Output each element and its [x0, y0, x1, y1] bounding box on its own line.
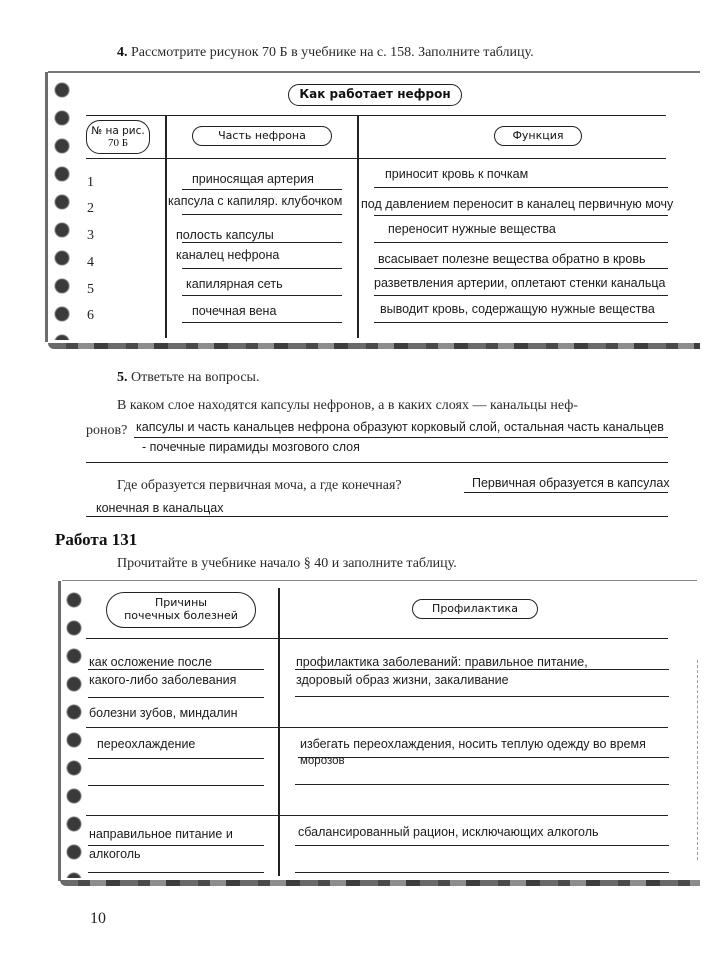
frame-bottom-edge [48, 343, 700, 349]
answer-line [374, 322, 668, 323]
table-col-divider-1 [165, 115, 167, 338]
answer-line [88, 872, 264, 873]
table-col-divider [278, 588, 280, 876]
prevention-cell[interactable]: профилактика заболеваний: правильное питание, [296, 655, 588, 669]
table-header-rule [86, 158, 666, 159]
answer-line [295, 696, 669, 697]
row-number: 3 [87, 228, 94, 243]
answer-line [374, 215, 668, 216]
function-cell[interactable]: разветвления артерии, оплетают стенки канальца [374, 276, 666, 290]
row-divider [86, 727, 668, 728]
nephron-table-title: Как работает нефрон [288, 84, 462, 106]
question-1-line2: ронов? [86, 423, 128, 438]
function-cell[interactable]: приносит кровь к почкам [385, 167, 529, 181]
frame-left-edge [45, 72, 48, 342]
header-causes [106, 592, 256, 628]
function-cell[interactable]: всасывает полезне вещества обратно в кровь [378, 252, 646, 266]
answer-line [182, 295, 342, 296]
header-prevention: Профилактика [412, 599, 538, 619]
function-cell[interactable]: переносит нужные вещества [388, 222, 556, 236]
header-figure-number-line1: № на рис. [91, 124, 145, 137]
frame-top-edge [62, 580, 697, 581]
frame-bottom-edge [60, 880, 700, 886]
header-causes-line1: Причины [155, 596, 207, 610]
answer-line [88, 785, 264, 786]
answer-line [88, 669, 264, 670]
answer-1-line2[interactable]: - почечные пирамиды мозгового слоя [142, 440, 360, 454]
row-number: 1 [87, 175, 94, 190]
cause-cell[interactable]: как осложение после [89, 655, 212, 669]
task5-instruction-text: Ответьте на вопросы. [131, 370, 260, 385]
header-figure-number [86, 120, 150, 154]
answer-line [295, 784, 669, 785]
answer-line [86, 516, 668, 517]
answer-line [374, 268, 668, 269]
frame-top-edge [48, 71, 700, 73]
function-cell[interactable]: под давлением переносит в каналец первичную мочу [361, 197, 674, 211]
task5-number: 5. [117, 370, 128, 385]
spiral-binding-icon [62, 586, 84, 878]
question-2: Где образуется первичная моча, а где конечная? [117, 478, 402, 493]
answer-line [374, 187, 668, 188]
answer-line [86, 462, 668, 463]
answer-line [298, 757, 669, 758]
frame-right-edge [697, 660, 698, 860]
answer-line [182, 268, 342, 269]
answer-line [182, 242, 342, 243]
prevention-cell[interactable]: здоровый образ жизни, закаливание [296, 673, 509, 687]
answer-line [182, 189, 342, 190]
nephron-part-cell[interactable]: капсула с капиляр. клубочком [168, 194, 343, 208]
cause-cell[interactable]: переохлаждение [97, 737, 196, 751]
frame-left-edge [58, 581, 61, 881]
answer-line [134, 437, 668, 438]
prevention-cell[interactable]: сбалансированный рацион, исключающих алкоголь [298, 825, 599, 839]
question-1-line1: В каком слое находятся капсулы нефронов, а в каких слоях — канальцы неф- [117, 398, 578, 413]
answer-2-line2[interactable]: конечная в канальцах [96, 501, 224, 515]
task4-instruction-text: Рассмотрите рисунок 70 Б в учебнике на с. 158. Заполните таблицу. [131, 45, 534, 60]
cause-cell[interactable]: направильное питание и [89, 827, 233, 841]
table-header-rule [86, 638, 668, 639]
header-figure-number-line2: 70 Б [107, 136, 129, 149]
table-col-divider-2 [357, 115, 359, 338]
work131-title: Работа 131 [55, 530, 138, 549]
nephron-part-cell[interactable]: каналец нефрона [176, 248, 280, 262]
task4-instruction [117, 45, 534, 61]
answer-line [182, 322, 342, 323]
cause-cell[interactable]: болезни зубов, миндалин [89, 706, 238, 720]
cause-cell[interactable]: какого-либо заболевания [89, 673, 237, 687]
answer-line [295, 872, 669, 873]
answer-line [374, 242, 668, 243]
answer-line [464, 492, 668, 493]
nephron-part-cell[interactable]: почечная вена [192, 304, 277, 318]
prevention-cell[interactable]: избегать переохлаждения, носить теплую одежду во время [300, 737, 646, 751]
page-number: 10 [90, 910, 106, 927]
cause-cell[interactable]: алкоголь [89, 847, 141, 861]
row-number: 5 [87, 282, 94, 297]
answer-line [374, 295, 668, 296]
task5-instruction [117, 370, 259, 386]
answer-line [88, 758, 264, 759]
answer-line [182, 214, 342, 215]
function-cell[interactable]: выводит кровь, содержащую нужные вещества [380, 302, 655, 316]
nephron-part-cell[interactable]: полость капсулы [176, 228, 274, 242]
table-top-rule [86, 115, 666, 116]
nephron-part-cell[interactable]: капилярная сеть [186, 277, 283, 291]
answer-line [295, 669, 669, 670]
nephron-part-cell[interactable]: приносящая артерия [192, 172, 314, 186]
row-number: 2 [87, 201, 94, 216]
work131-instruction: Прочитайте в учебнике начало § 40 и заполните таблицу. [117, 556, 457, 571]
answer-1-line1[interactable]: капсулы и часть канальцев нефрона образуют корковый слой, остальная часть канальцев [136, 420, 664, 434]
answer-line [88, 697, 264, 698]
answer-line [295, 845, 669, 846]
answer-line [88, 845, 264, 846]
spiral-binding-icon [50, 76, 72, 340]
row-divider [86, 815, 668, 816]
header-function: Функция [494, 126, 582, 146]
prevention-cell[interactable]: морозов [300, 755, 345, 767]
header-nephron-part: Часть нефрона [192, 126, 332, 146]
answer-2-line1[interactable]: Первичная образуется в капсулах [472, 476, 670, 490]
header-causes-line2: почечных болезней [124, 609, 238, 622]
row-number: 6 [87, 308, 94, 323]
row-number: 4 [87, 255, 94, 270]
task4-number: 4. [117, 45, 128, 60]
